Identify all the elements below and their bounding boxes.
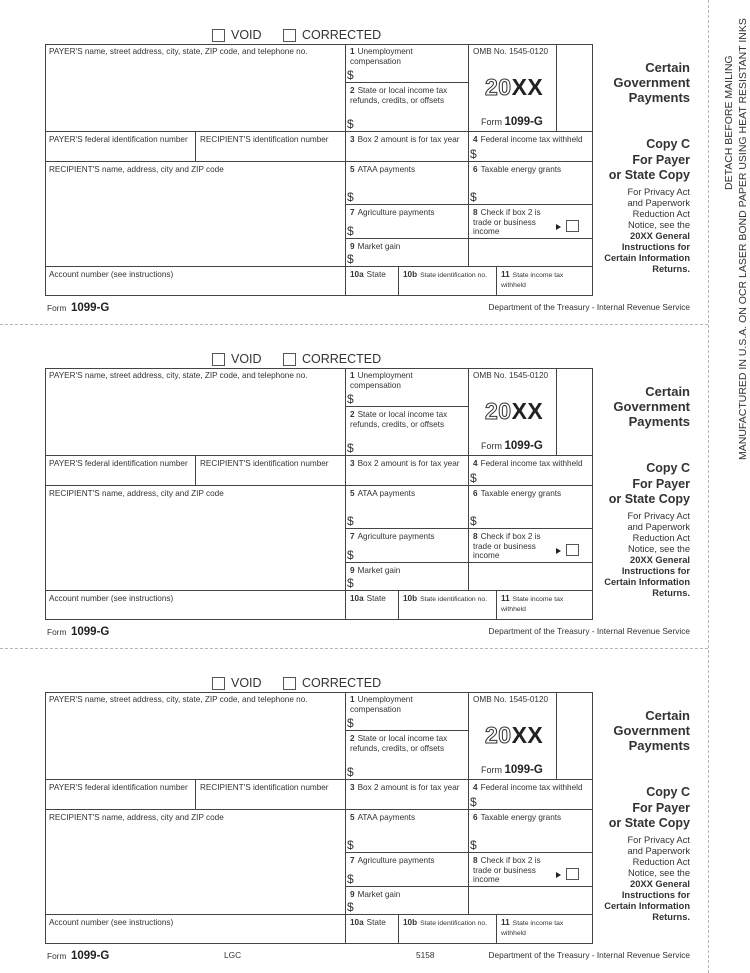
box-7-field[interactable] [346,205,468,238]
box-6-label: Taxable energy grants [480,165,562,174]
box-7-label: Agriculture payments [357,856,435,865]
box-10a-label: State [366,594,386,603]
title-line: Government [613,75,690,90]
box-11-field[interactable] [497,915,593,944]
recipient-tin-field[interactable] [196,132,345,161]
box-6-field[interactable] [469,810,593,852]
box-11-number: 11 [501,270,510,279]
copy-c-block [594,461,690,599]
title-line: Certain [645,60,690,75]
title-line: Certain [645,384,690,399]
box-6-field[interactable] [469,162,593,204]
payer-name-label: PAYER'S name, street address, city, state, ZIP code, and telephone no. [49,47,308,56]
recipient-tin-field[interactable] [196,456,345,485]
privacy-notice [594,835,690,923]
year-suffix: XX [511,74,544,100]
box-5-label: ATAA payments [357,165,416,174]
dollar-sign: $ [347,548,354,562]
notice-line: Instructions for [621,241,690,252]
notice-line: Notice, see the [627,867,690,878]
perforation-line [0,648,708,649]
form-name: 1099-G [504,116,543,128]
omb-year-area [469,692,556,779]
box-2-number: 2 [350,410,355,419]
account-number-label: Account number (see instructions) [49,270,174,279]
copy-c-line: For Payer [632,800,690,815]
copy-c-heading: Copy C [646,785,690,799]
form-prefix: Form [47,627,67,637]
void-checkbox[interactable] [212,353,225,366]
box-11-label: State income tax withheld [501,596,564,613]
footer-department: Department of the Treasury - Internal Revenue Service [488,302,690,312]
dollar-sign: $ [347,716,354,730]
box-3-field[interactable] [346,132,468,161]
box-9-field[interactable] [346,239,468,266]
copy-c-heading: Copy C [646,461,690,475]
form-prefix: Form [47,951,67,961]
box-9-label: Market gain [357,566,401,575]
footer-form-id [47,302,109,314]
notice-line: 20XX General [630,230,690,241]
year-prefix: 20 [485,722,512,748]
box-1-label: Unemployment compensation [350,47,413,66]
form-copy [0,0,708,323]
payer-tin-field[interactable] [45,132,195,161]
dollar-sign: $ [347,224,354,238]
payer-tin-field[interactable] [45,456,195,485]
box-5-field[interactable] [346,162,468,204]
dollar-sign: $ [347,392,354,406]
box-7-label: Agriculture payments [357,208,435,217]
box-2-number: 2 [350,86,355,95]
box-5-label: ATAA payments [357,813,416,822]
box-3-number: 3 [350,459,355,468]
box-1-number: 1 [350,47,355,56]
payer-name-label: PAYER'S name, street address, city, state, ZIP code, and telephone no. [49,371,308,380]
box-8-label: Check if box 2 is trade or business income [473,856,541,884]
box-2-field[interactable] [346,407,468,455]
box-10a-number: 10a [350,594,364,603]
payer-tin-label: PAYER'S federal identification number [49,135,188,144]
box-9-label: Market gain [357,890,401,899]
corrected-checkbox[interactable] [283,29,296,42]
recipient-name-field[interactable] [45,162,345,266]
box-8-label: Check if box 2 is trade or business income [473,532,541,560]
grid-line [556,44,557,131]
dollar-sign: $ [347,252,354,266]
notice-line: Certain Information [604,252,690,263]
box-10b-field[interactable] [399,267,496,296]
box-1-number: 1 [350,371,355,380]
blank-field[interactable] [469,239,593,266]
dollar-sign: $ [347,872,354,886]
box-6-number: 6 [473,813,478,822]
copy-c-heading: Copy C [646,137,690,151]
notice-line: Returns. [652,911,690,922]
copy-c-line: or State Copy [608,168,690,182]
account-number-field[interactable] [45,915,345,944]
form-prefix: Form [481,765,502,775]
form-title [590,60,690,105]
box-10a-field[interactable] [346,591,398,620]
box-10a-label: State [366,270,386,279]
privacy-notice [594,187,690,275]
box-1-label: Unemployment compensation [350,371,413,390]
recipient-tin-label: RECIPIENT'S identification number [200,459,329,468]
dollar-sign: $ [347,900,354,914]
corrected-option[interactable] [283,676,381,690]
box-5-field[interactable] [346,486,468,528]
box-2-field[interactable] [346,731,468,779]
box-8-number: 8 [473,856,478,865]
box-1-field[interactable] [346,44,468,82]
form-prefix: Form [481,117,502,127]
form-copy [0,648,708,971]
recipient-tin-label: RECIPIENT'S identification number [200,135,329,144]
box-3-label: Box 2 amount is for tax year [357,783,460,792]
corrected-checkbox[interactable] [283,677,296,690]
void-option[interactable] [212,28,262,42]
form-name: 1099-G [70,302,110,314]
dollar-sign: $ [347,190,354,204]
box-4-label: Federal income tax withheld [480,135,583,144]
box-2-label: State or local income tax refunds, credits, or offsets [350,734,448,753]
corrected-option[interactable] [283,352,381,366]
account-number-field[interactable] [45,267,345,296]
box-9-number: 9 [350,566,355,575]
box-1-label: Unemployment compensation [350,695,413,714]
notice-line: For Privacy Act [627,186,690,197]
account-number-field[interactable] [45,591,345,620]
dollar-sign: $ [347,117,354,131]
box-1-field[interactable] [346,692,468,730]
tax-year [485,398,543,425]
box-8-number: 8 [473,208,478,217]
notice-line: and Paperwork [627,197,690,208]
box-8-field[interactable] [469,205,593,238]
box-11-number: 11 [501,918,510,927]
box-6-number: 6 [473,165,478,174]
box-11-label: State income tax withheld [501,272,564,289]
box-3-number: 3 [350,783,355,792]
form-prefix: Form [481,441,502,451]
notice-line: Returns. [652,587,690,598]
footer-department: Department of the Treasury - Internal Revenue Service [488,626,690,636]
notice-line: 20XX General [630,878,690,889]
box-4-field[interactable] [469,132,593,161]
box-4-field[interactable] [469,780,593,809]
box-5-label: ATAA payments [357,489,416,498]
dollar-sign: $ [470,190,477,204]
dollar-sign: $ [347,576,354,590]
form-name: 1099-G [504,440,543,452]
copy-c-block [594,785,690,923]
form-id [481,116,543,128]
box-2-label: State or local income tax refunds, credits, or offsets [350,410,448,429]
box-6-field[interactable] [469,486,593,528]
notice-line: Reduction Act [632,856,690,867]
box-8-checkbox[interactable] [566,220,579,232]
box-11-field[interactable] [497,267,593,296]
title-line: Payments [628,90,690,105]
omb-year-area [469,368,556,455]
box-10b-label: State identification no. [420,920,487,927]
footer-department: Department of the Treasury - Internal Revenue Service [488,950,690,960]
box-9-number: 9 [350,242,355,251]
payer-name-field[interactable] [45,692,345,779]
tax-year [485,74,543,101]
recipient-name-label: RECIPIENT'S name, address, city and ZIP code [49,165,224,174]
arrow-right-icon [556,548,561,554]
dollar-sign: $ [470,838,477,852]
form-title [590,384,690,429]
footer-form-number: 5158 [416,950,435,960]
box-4-label: Federal income tax withheld [480,459,583,468]
copy-c-line: For Payer [632,152,690,167]
dollar-sign: $ [470,147,477,161]
footer-lgc: LGC [224,950,242,960]
recipient-name-field[interactable] [45,486,345,590]
void-option[interactable] [212,676,262,690]
form-name: 1099-G [70,626,110,638]
grid-line [556,368,557,455]
notice-line: and Paperwork [627,845,690,856]
corrected-checkbox[interactable] [283,353,296,366]
box-5-number: 5 [350,813,355,822]
copy-c-line: For Payer [632,476,690,491]
dollar-sign: $ [470,471,477,485]
dollar-sign: $ [347,68,354,82]
box-2-field[interactable] [346,83,468,131]
form-id [481,764,543,776]
notice-line: For Privacy Act [627,834,690,845]
form-name: 1099-G [504,764,543,776]
footer-form-id [47,626,109,638]
blank-field[interactable] [469,887,593,914]
notice-line: Instructions for [621,565,690,576]
box-8-checkbox[interactable] [566,544,579,556]
dollar-sign: $ [347,514,354,528]
dollar-sign: $ [347,441,354,455]
year-prefix: 20 [485,74,512,100]
box-10a-number: 10a [350,270,364,279]
box-4-number: 4 [473,783,478,792]
account-number-label: Account number (see instructions) [49,594,174,603]
copy-c-line: or State Copy [608,816,690,830]
corrected-label: CORRECTED [302,676,382,690]
notice-line: Reduction Act [632,208,690,219]
box-7-number: 7 [350,856,355,865]
box-4-field[interactable] [469,456,593,485]
notice-line: and Paperwork [627,521,690,532]
void-option[interactable] [212,352,262,366]
box-2-label: State or local income tax refunds, credits, or offsets [350,86,448,105]
box-6-number: 6 [473,489,478,498]
box-10b-number: 10b [403,594,418,603]
title-line: Government [613,399,690,414]
payer-name-field[interactable] [45,44,345,131]
notice-line: Certain Information [604,576,690,587]
box-10b-field[interactable] [399,591,496,620]
notice-line: Reduction Act [632,532,690,543]
year-suffix: XX [511,398,544,424]
box-9-field[interactable] [346,563,468,590]
box-10a-field[interactable] [346,267,398,296]
box-3-label: Box 2 amount is for tax year [357,459,460,468]
box-4-number: 4 [473,135,478,144]
box-8-field[interactable] [469,529,593,562]
form-id [481,440,543,452]
recipient-name-field[interactable] [45,810,345,914]
recipient-tin-label: RECIPIENT'S identification number [200,783,329,792]
omb-number: OMB No. 1545-0120 [473,695,549,704]
box-2-number: 2 [350,734,355,743]
box-10b-field[interactable] [399,915,496,944]
box-5-field[interactable] [346,810,468,852]
box-7-number: 7 [350,208,355,217]
form-copy [0,324,708,647]
box-3-field[interactable] [346,456,468,485]
void-label: VOID [231,352,262,366]
dollar-sign: $ [347,765,354,779]
omb-number: OMB No. 1545-0120 [473,371,549,380]
payer-name-label: PAYER'S name, street address, city, state, ZIP code, and telephone no. [49,695,308,704]
box-6-label: Taxable energy grants [480,489,562,498]
box-11-number: 11 [501,594,510,603]
perforation-line [0,324,708,325]
title-line: Certain [645,708,690,723]
notice-line: Instructions for [621,889,690,900]
year-suffix: XX [511,722,544,748]
footer-form-id [47,950,109,962]
form-prefix: Form [47,303,67,313]
notice-line: Notice, see the [627,219,690,230]
box-3-label: Box 2 amount is for tax year [357,135,460,144]
void-checkbox[interactable] [212,677,225,690]
omb-year-area [469,44,556,131]
box-4-number: 4 [473,459,478,468]
omb-number: OMB No. 1545-0120 [473,47,549,56]
box-8-number: 8 [473,532,478,541]
box-3-field[interactable] [346,780,468,809]
notice-line: Returns. [652,263,690,274]
arrow-right-icon [556,224,561,230]
vertical-cut-line [708,0,709,973]
box-5-number: 5 [350,489,355,498]
box-8-field[interactable] [469,853,593,886]
dollar-sign: $ [347,838,354,852]
box-10b-label: State identification no. [420,596,487,603]
box-1-number: 1 [350,695,355,704]
box-11-field[interactable] [497,591,593,620]
box-9-field[interactable] [346,887,468,914]
box-10b-label: State identification no. [420,272,487,279]
box-7-number: 7 [350,532,355,541]
blank-field[interactable] [469,563,593,590]
form-name: 1099-G [70,950,110,962]
box-11-label: State income tax withheld [501,920,564,937]
box-1-field[interactable] [346,368,468,406]
dollar-sign: $ [470,514,477,528]
box-6-label: Taxable energy grants [480,813,562,822]
payer-name-field[interactable] [45,368,345,455]
corrected-label: CORRECTED [302,352,382,366]
side-note [722,18,750,460]
void-checkbox[interactable] [212,29,225,42]
box-9-number: 9 [350,890,355,899]
box-9-label: Market gain [357,242,401,251]
corrected-label: CORRECTED [302,28,382,42]
recipient-tin-field[interactable] [196,780,345,809]
title-line: Payments [628,414,690,429]
box-7-field[interactable] [346,529,468,562]
box-5-number: 5 [350,165,355,174]
payer-tin-field[interactable] [45,780,195,809]
form-title [590,708,690,753]
box-10a-field[interactable] [346,915,398,944]
recipient-name-label: RECIPIENT'S name, address, city and ZIP code [49,489,224,498]
title-line: Payments [628,738,690,753]
payer-tin-label: PAYER'S federal identification number [49,459,188,468]
box-4-label: Federal income tax withheld [480,783,583,792]
detach-note: DETACH BEFORE MAILING [723,55,735,190]
box-10b-number: 10b [403,270,418,279]
box-3-number: 3 [350,135,355,144]
box-10b-number: 10b [403,918,418,927]
corrected-option[interactable] [283,28,381,42]
box-10a-number: 10a [350,918,364,927]
void-label: VOID [231,28,262,42]
manufactured-note: MANUFACTURED IN U.S.A. ON OCR LASER BOND PAPER USING HEAT RESISTANT INKS [737,18,749,460]
notice-line: 20XX General [630,554,690,565]
recipient-name-label: RECIPIENT'S name, address, city and ZIP code [49,813,224,822]
notice-line: Notice, see the [627,543,690,554]
box-8-label: Check if box 2 is trade or business income [473,208,541,236]
grid-line [556,692,557,779]
privacy-notice [594,511,690,599]
box-7-label: Agriculture payments [357,532,435,541]
payer-tin-label: PAYER'S federal identification number [49,783,188,792]
arrow-right-icon [556,872,561,878]
dollar-sign: $ [470,795,477,809]
void-label: VOID [231,676,262,690]
tax-year [485,722,543,749]
notice-line: For Privacy Act [627,510,690,521]
box-7-field[interactable] [346,853,468,886]
box-8-checkbox[interactable] [566,868,579,880]
box-10a-label: State [366,918,386,927]
year-prefix: 20 [485,398,512,424]
notice-line: Certain Information [604,900,690,911]
copy-c-line: or State Copy [608,492,690,506]
account-number-label: Account number (see instructions) [49,918,174,927]
title-line: Government [613,723,690,738]
copy-c-block [594,137,690,275]
